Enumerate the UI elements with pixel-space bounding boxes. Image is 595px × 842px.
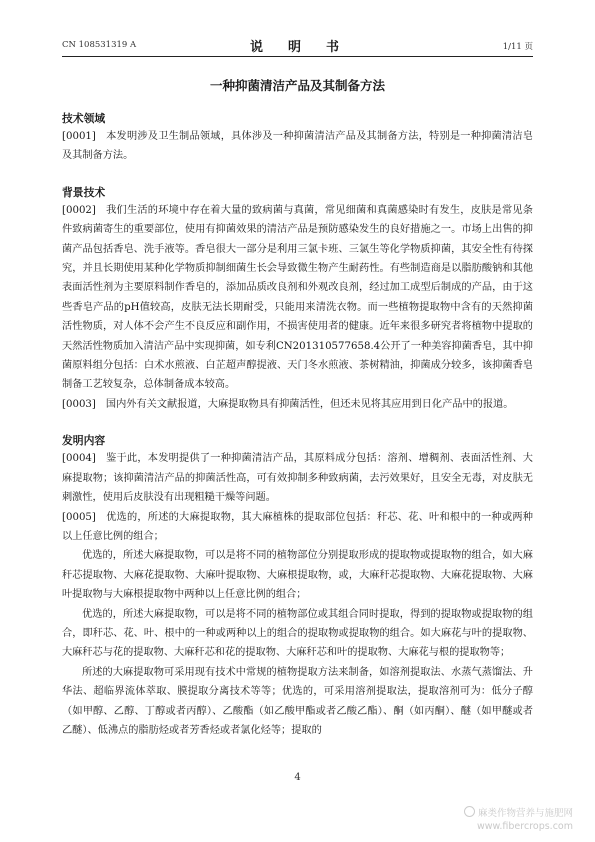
page-indicator: 1/11 页 [502, 42, 533, 52]
section-heading: 发明内容 [62, 434, 106, 448]
paragraph-text: 国内外有关文献报道，大麻提取物具有抑菌活性，但还未见将其应用到日化产品中的报道。 [105, 398, 514, 410]
section-background [62, 184, 533, 414]
paragraph-number: [0003] [62, 398, 96, 410]
paragraph [62, 508, 533, 547]
paragraph-number: [0002] [62, 204, 96, 216]
patent-number: CN 108531319 A [62, 40, 137, 50]
section-technical-field [62, 110, 533, 166]
logo-icon [464, 806, 475, 817]
paragraph-text: 优选的，所述的大麻提取物，其大麻植株的提取部位包括：秆芯、花、叶和根中的一种或两种以上任意比例的组合； [62, 511, 533, 542]
section-heading: 背景技术 [62, 185, 106, 199]
section-summary [62, 432, 533, 740]
paragraph-number: [0005] [62, 511, 96, 523]
document-body [62, 110, 533, 740]
paragraph-number: [0001] [62, 131, 96, 142]
watermark-name [464, 806, 573, 820]
document-type: 说 明 书 [249, 40, 345, 55]
section-heading: 技术领域 [62, 112, 106, 125]
paragraph [62, 201, 533, 395]
paragraph-number: [0004] [62, 453, 96, 465]
watermark-url: www.fibercrops.com [476, 821, 573, 832]
document-title: 一种抑菌清洁产品及其制备方法 [209, 78, 385, 93]
watermark [464, 806, 573, 833]
paragraph-continuation: 优选的，所述大麻提取物，可以是将不同的植物部位分别提取形成的提取物或提取物的组合，如大麻秆芯提取物、大麻花提取物、大麻叶提取物、大麻根提取物，或，大麻秆芯提取物、大麻花提取物、大麻叶提取物与大麻根提取物中两种以上任意比例的组合； [62, 550, 533, 601]
page-number: 4 [294, 772, 301, 783]
paragraph-text: 鉴于此，本发明提供了一种抑菌清洁产品，其原料成分包括：溶剂、增稠剂、表面活性剂、大麻提取物；该抑菌清洁产品的抑菌活性高，可有效抑制多种致病菌，去污效果好，且安全无毒，对皮肤无刺激性，使用后皮肤没有出现粗糙干燥等问题。 [62, 453, 533, 504]
paragraph [62, 449, 533, 507]
paragraph [62, 127, 533, 166]
paragraph-text: 我们生活的环境中存在着大量的致病菌与真菌，常见细菌和真菌感染时有发生，皮肤是常见条件致病菌寄生的重要部位，使用有抑菌效果的清洁产品是预防感染发生的良好措施之一。市场上出售的抑菌产品包括香皂、洗手液等。香皂很大一部分是利用三氯卡班、三氯生等化学物质抑菌，其安全性有待探究，并且长期使用某种化学物质抑制细菌生长会导致微生物产生耐药性。有些制造商是以脂肪酸钠和其他表面活性剂为主要原料制作香皂的，添加品质改良剂和外观改良剂，经过加工成型后制成的产品，由于这些香皂产品的pH值较高，皮肤无法长期耐受，只能用来清洗衣物。而一些植物提取物中含有的天然抑菌活性物质，对人体不会产生不良反应和副作用，不损害使用者的健康。近年来很多研究者将植物中提取的天然活性物质加入清洁产品中实现抑菌，如专利CN201310577658.4公开了一种美容抑菌香皂，其中抑菌原料组分包括：白术水煎液、白芷超声醇提液、天门冬水煎液、茶树精油，抑菌成分较多，该抑菌香皂制备工艺较复杂，总体制备成本较高。 [62, 204, 533, 391]
paragraph [62, 395, 533, 414]
paragraph-text: 本发明涉及卫生制品领域，具体涉及一种抑菌清洁产品及其制备方法，特别是一种抑菌清洁皂及其制备方法。 [62, 131, 533, 162]
watermark-text: 麻类作物营养与施肥网 [477, 808, 573, 819]
paragraph-continuation: 所述的大麻提取物可采用现有技术中常规的植物提取方法来制备，如溶剂提取法、水蒸气蒸馏法、升华法、超临界流体萃取、膜提取分离技术等等；优选的，可采用溶剂提取法，提取溶剂可为：低分子醇（如甲醇、乙醇、丁醇或者丙醇）、乙酸酯（如乙酸甲酯或者乙酸乙酯）、酮（如丙酮）、醚（如甲醚或者乙醚）、低沸点的脂肪烃或者芳香烃或者氯化烃等；提取的 [62, 666, 533, 736]
paragraph-continuation: 优选的，所述大麻提取物，可以是将不同的植物部位或其组合同时提取，得到的提取物或提取物的组合，即秆芯、花、叶、根中的一种或两种以上的组合的提取物或提取物的组合。如大麻花与叶的提取物、大麻秆芯与花的提取物、大麻秆芯和花的提取物、大麻秆芯和叶的提取物、大麻花与根的提取物等； [62, 608, 533, 659]
page-header [62, 36, 533, 57]
